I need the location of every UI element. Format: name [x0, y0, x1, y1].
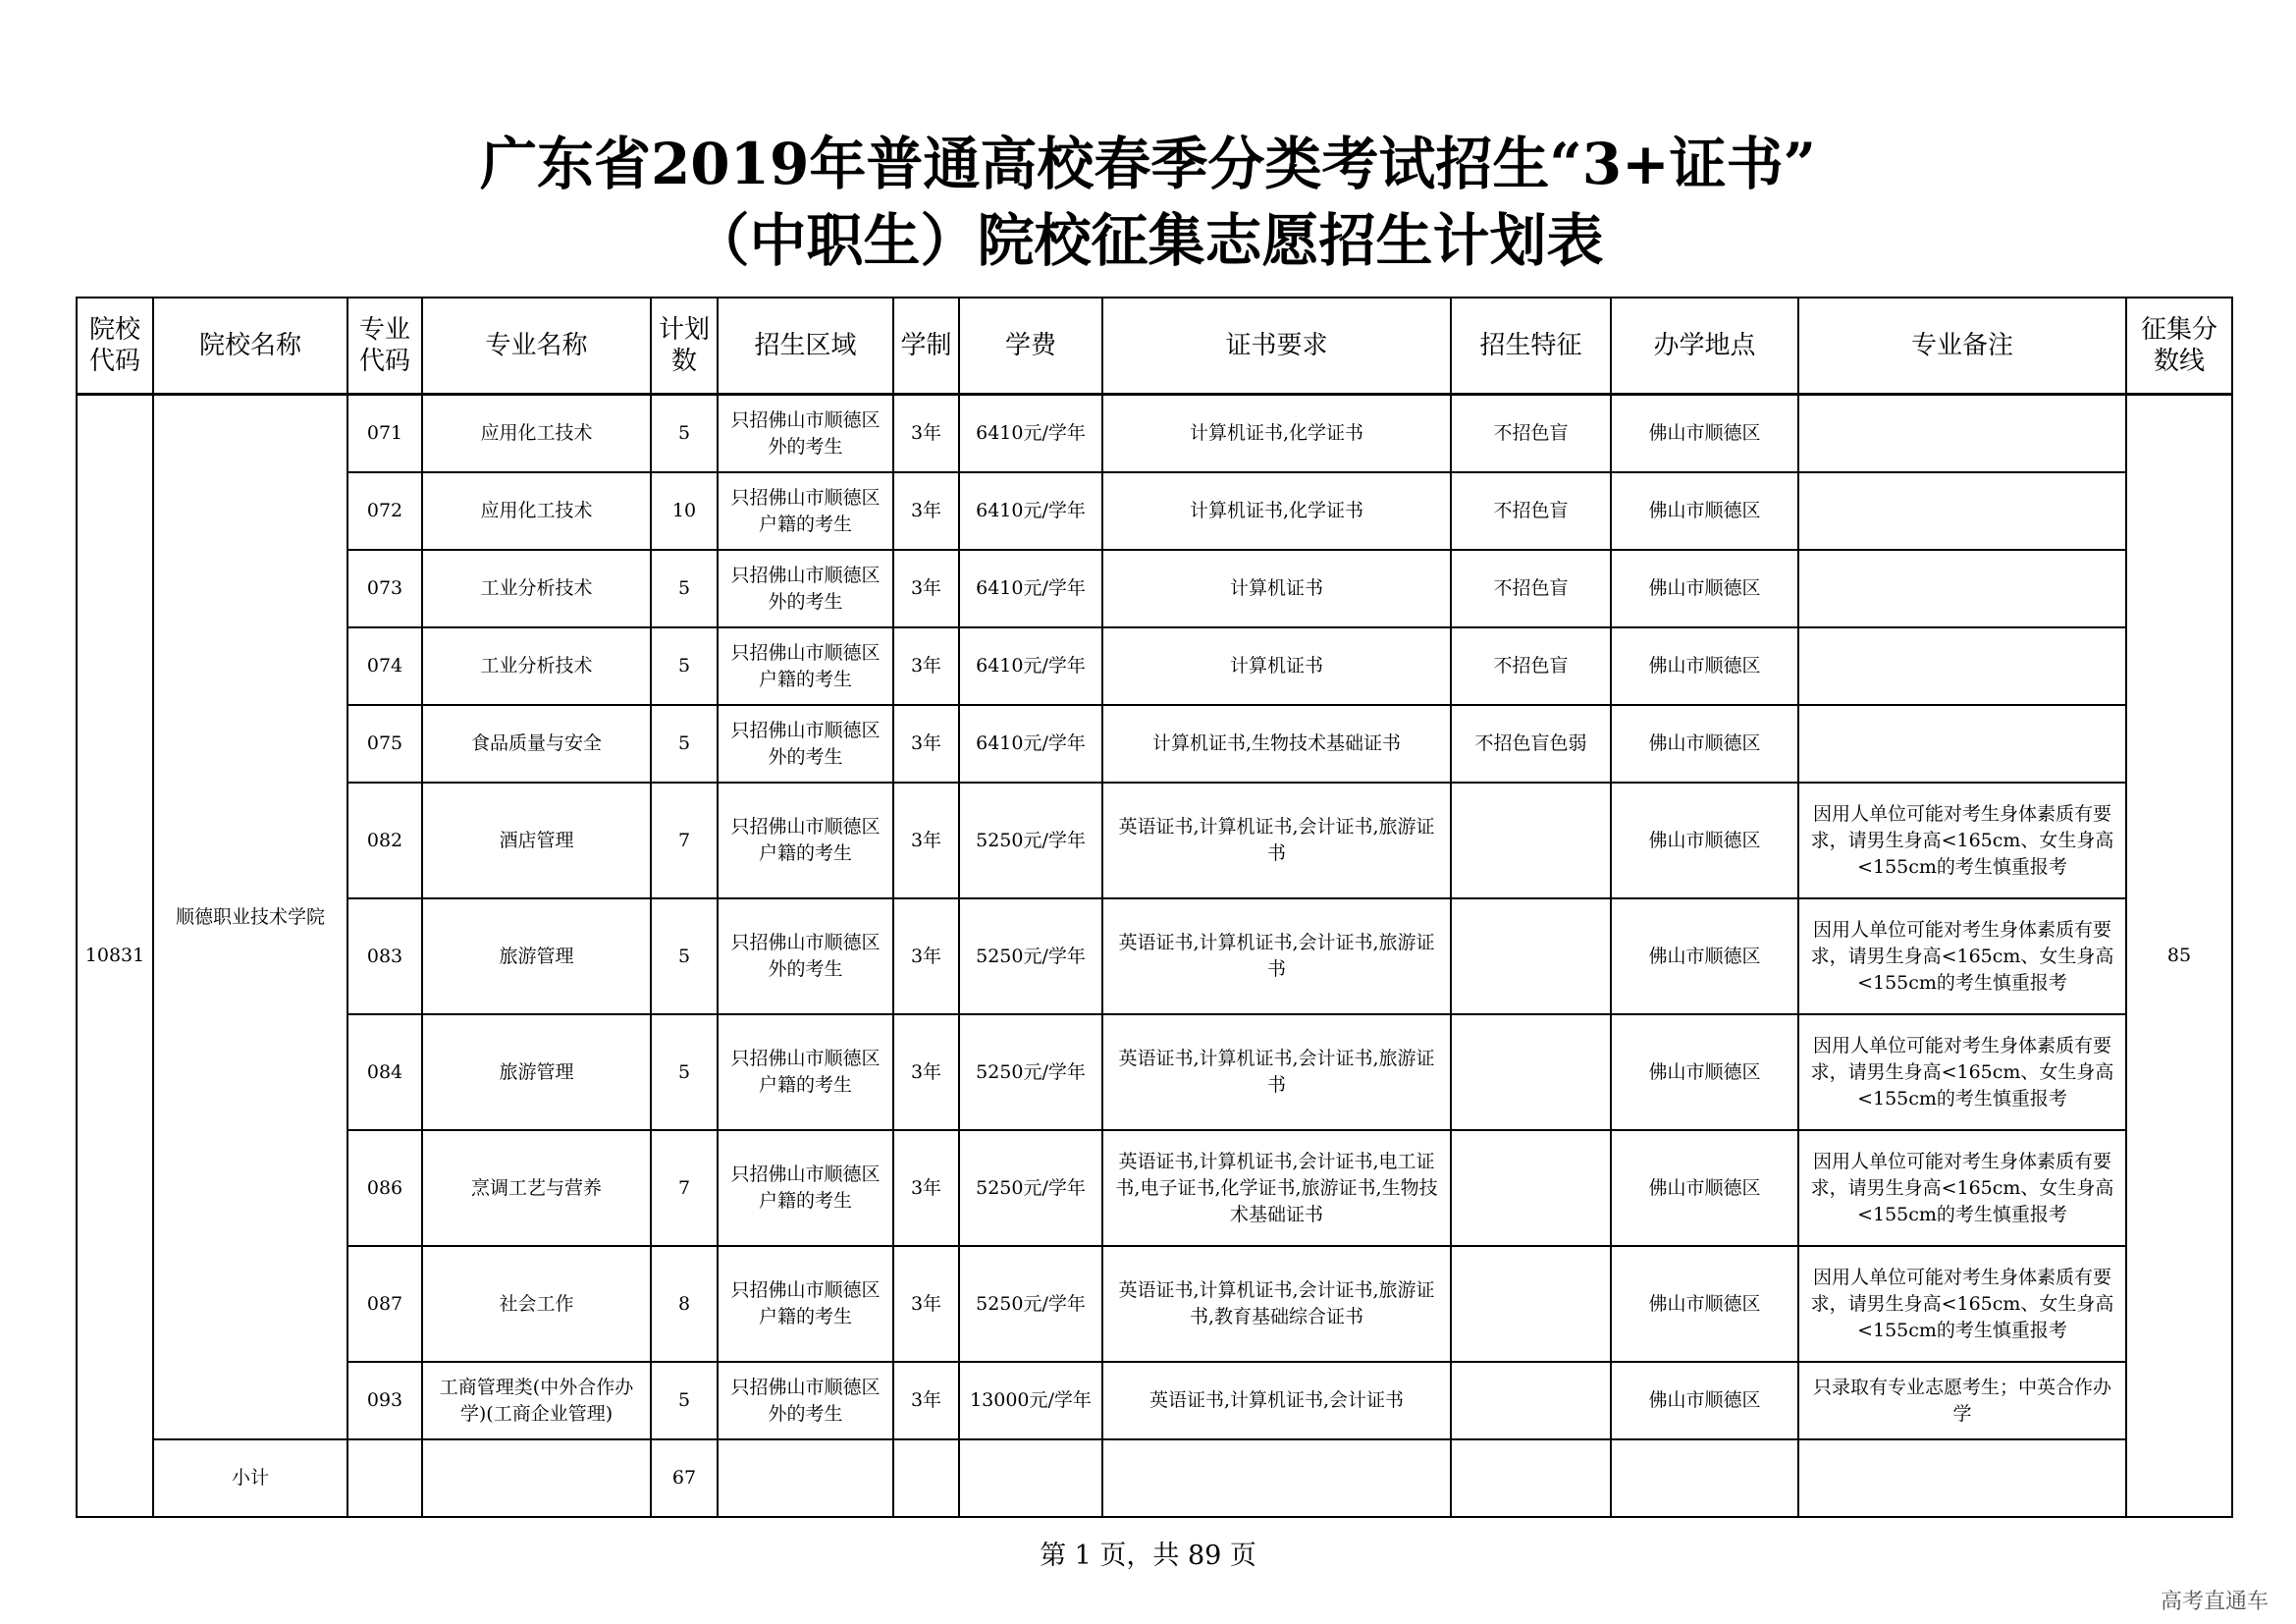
feature-cell: 不招色盲: [1451, 550, 1611, 627]
table-header-row: [77, 298, 2232, 395]
region-cell: 只招佛山市顺德区户籍的考生: [718, 1246, 893, 1362]
major-name-cell: 烹调工艺与营养: [422, 1130, 651, 1246]
plan-count-cell: 7: [651, 1130, 718, 1246]
major-name-cell: 工业分析技术: [422, 550, 651, 627]
region-cell: 只招佛山市顺德区外的考生: [718, 1362, 893, 1439]
plan-count-cell: 5: [651, 1362, 718, 1439]
duration-cell: 3年: [893, 783, 959, 898]
feature-cell: [1451, 1014, 1611, 1130]
major-name-cell: 食品质量与安全: [422, 705, 651, 783]
duration-cell: 3年: [893, 395, 959, 473]
duration-cell: 3年: [893, 472, 959, 550]
title-line-1: 广东省2019年普通高校春季分类考试招生“3+证书”: [479, 131, 1817, 197]
table-row: [77, 395, 2232, 473]
feature-cell: [1451, 898, 1611, 1014]
region-cell: 只招佛山市顺德区外的考生: [718, 550, 893, 627]
plan-count-cell: 5: [651, 550, 718, 627]
tuition-cell: 13000元/学年: [959, 1362, 1102, 1439]
duration-cell: 3年: [893, 1130, 959, 1246]
location-cell: 佛山市顺德区: [1611, 627, 1798, 705]
tuition-cell: 5250元/学年: [959, 783, 1102, 898]
tuition-cell: 5250元/学年: [959, 1014, 1102, 1130]
empty-cell: [1798, 1439, 2126, 1517]
cert-req-cell: 英语证书,计算机证书,会计证书,旅游证书: [1102, 1014, 1451, 1130]
cert-req-cell: 计算机证书,生物技术基础证书: [1102, 705, 1451, 783]
header-feature: 招生特征: [1451, 298, 1611, 395]
major-code-cell: 072: [347, 472, 422, 550]
plan-count-cell: 5: [651, 705, 718, 783]
duration-cell: 3年: [893, 898, 959, 1014]
duration-cell: 3年: [893, 705, 959, 783]
header-cert-req: 证书要求: [1102, 298, 1451, 395]
cert-req-cell: 计算机证书: [1102, 627, 1451, 705]
subtotal-label: 小计: [153, 1439, 347, 1517]
feature-cell: 不招色盲: [1451, 395, 1611, 473]
table-row: [77, 550, 2232, 627]
location-cell: 佛山市顺德区: [1611, 783, 1798, 898]
location-cell: 佛山市顺德区: [1611, 1130, 1798, 1246]
major-name-cell: 社会工作: [422, 1246, 651, 1362]
location-cell: 佛山市顺德区: [1611, 1362, 1798, 1439]
major-name-cell: 应用化工技术: [422, 472, 651, 550]
location-cell: 佛山市顺德区: [1611, 1014, 1798, 1130]
tuition-cell: 6410元/学年: [959, 395, 1102, 473]
school-code-cell: 10831: [77, 395, 153, 1518]
major-code-cell: 073: [347, 550, 422, 627]
header-plan-count: 计划数: [651, 298, 718, 395]
feature-cell: [1451, 1246, 1611, 1362]
header-major-name: 专业名称: [422, 298, 651, 395]
major-name-cell: 旅游管理: [422, 1014, 651, 1130]
region-cell: 只招佛山市顺德区外的考生: [718, 395, 893, 473]
empty-cell: [1611, 1439, 1798, 1517]
plan-count-cell: 8: [651, 1246, 718, 1362]
major-code-cell: 082: [347, 783, 422, 898]
header-duration: 学制: [893, 298, 959, 395]
enrollment-plan-table: [76, 297, 2233, 1518]
duration-cell: 3年: [893, 1362, 959, 1439]
feature-cell: 不招色盲: [1451, 472, 1611, 550]
region-cell: 只招佛山市顺德区户籍的考生: [718, 1014, 893, 1130]
tuition-cell: 6410元/学年: [959, 550, 1102, 627]
remark-cell: 因用人单位可能对考生身体素质有要求，请男生身高<165cm、女生身高<155cm的考生慎重报考: [1798, 783, 2126, 898]
major-code-cell: 083: [347, 898, 422, 1014]
remark-cell: [1798, 627, 2126, 705]
location-cell: 佛山市顺德区: [1611, 395, 1798, 473]
header-min-score: 征集分数线: [2126, 298, 2232, 395]
table-row: [77, 1362, 2232, 1439]
cert-req-cell: 英语证书,计算机证书,会计证书: [1102, 1362, 1451, 1439]
location-cell: 佛山市顺德区: [1611, 472, 1798, 550]
cert-req-cell: 英语证书,计算机证书,会计证书,旅游证书: [1102, 783, 1451, 898]
table-row: [77, 898, 2232, 1014]
major-name-cell: 工业分析技术: [422, 627, 651, 705]
empty-cell: [1451, 1439, 1611, 1517]
feature-cell: 不招色盲: [1451, 627, 1611, 705]
header-location: 办学地点: [1611, 298, 1798, 395]
major-name-cell: 酒店管理: [422, 783, 651, 898]
location-cell: 佛山市顺德区: [1611, 550, 1798, 627]
table-row: [77, 705, 2232, 783]
cert-req-cell: 英语证书,计算机证书,会计证书,旅游证书,教育基础综合证书: [1102, 1246, 1451, 1362]
region-cell: 只招佛山市顺德区外的考生: [718, 705, 893, 783]
empty-cell: [1102, 1439, 1451, 1517]
tuition-cell: 5250元/学年: [959, 898, 1102, 1014]
watermark: 高考直通车: [2160, 1590, 2269, 1614]
cert-req-cell: 英语证书,计算机证书,会计证书,电工证书,电子证书,化学证书,旅游证书,生物技术基础证书: [1102, 1130, 1451, 1246]
remark-cell: [1798, 550, 2126, 627]
major-name-cell: 应用化工技术: [422, 395, 651, 473]
duration-cell: 3年: [893, 1246, 959, 1362]
empty-cell: [347, 1439, 422, 1517]
region-cell: 只招佛山市顺德区户籍的考生: [718, 1130, 893, 1246]
major-name-cell: 旅游管理: [422, 898, 651, 1014]
region-cell: 只招佛山市顺德区外的考生: [718, 898, 893, 1014]
header-tuition: 学费: [959, 298, 1102, 395]
plan-count-cell: 10: [651, 472, 718, 550]
tuition-cell: 6410元/学年: [959, 472, 1102, 550]
remark-cell: [1798, 472, 2126, 550]
header-major-code: 专业代码: [347, 298, 422, 395]
remark-cell: [1798, 705, 2126, 783]
tuition-cell: 6410元/学年: [959, 705, 1102, 783]
empty-cell: [959, 1439, 1102, 1517]
remark-cell: 因用人单位可能对考生身体素质有要求，请男生身高<165cm、女生身高<155cm的考生慎重报考: [1798, 898, 2126, 1014]
min-score-cell: 85: [2126, 395, 2232, 1518]
duration-cell: 3年: [893, 1014, 959, 1130]
remark-cell: 只录取有专业志愿考生；中英合作办学: [1798, 1362, 2126, 1439]
major-code-cell: 075: [347, 705, 422, 783]
table-row: [77, 472, 2232, 550]
tuition-cell: 5250元/学年: [959, 1246, 1102, 1362]
table-row: [77, 1130, 2232, 1246]
remark-cell: 因用人单位可能对考生身体素质有要求，请男生身高<165cm、女生身高<155cm的考生慎重报考: [1798, 1130, 2126, 1246]
plan-count-cell: 5: [651, 627, 718, 705]
cert-req-cell: 英语证书,计算机证书,会计证书,旅游证书: [1102, 898, 1451, 1014]
tuition-cell: 6410元/学年: [959, 627, 1102, 705]
region-cell: 只招佛山市顺德区户籍的考生: [718, 472, 893, 550]
remark-cell: 因用人单位可能对考生身体素质有要求，请男生身高<165cm、女生身高<155cm的考生慎重报考: [1798, 1246, 2126, 1362]
feature-cell: 不招色盲色弱: [1451, 705, 1611, 783]
subtotal-count: 67: [651, 1439, 718, 1517]
table-row: [77, 1014, 2232, 1130]
feature-cell: [1451, 1130, 1611, 1246]
plan-count-cell: 5: [651, 898, 718, 1014]
cert-req-cell: 计算机证书,化学证书: [1102, 472, 1451, 550]
table-row: [77, 1246, 2232, 1362]
plan-count-cell: 5: [651, 1014, 718, 1130]
location-cell: 佛山市顺德区: [1611, 705, 1798, 783]
duration-cell: 3年: [893, 550, 959, 627]
subtotal-row: [77, 1439, 2232, 1517]
empty-cell: [893, 1439, 959, 1517]
major-code-cell: 086: [347, 1130, 422, 1246]
table-row: [77, 783, 2232, 898]
table-row: [77, 627, 2232, 705]
plan-count-cell: 5: [651, 395, 718, 473]
school-name-cell: 顺德职业技术学院: [153, 395, 347, 1440]
cert-req-cell: 计算机证书: [1102, 550, 1451, 627]
location-cell: 佛山市顺德区: [1611, 898, 1798, 1014]
header-region: 招生区域: [718, 298, 893, 395]
duration-cell: 3年: [893, 627, 959, 705]
major-code-cell: 087: [347, 1246, 422, 1362]
feature-cell: [1451, 783, 1611, 898]
empty-cell: [718, 1439, 893, 1517]
major-code-cell: 084: [347, 1014, 422, 1130]
major-code-cell: 093: [347, 1362, 422, 1439]
page-footer: 第 1 页，共 89 页: [1040, 1541, 1256, 1571]
header-school-name: 院校名称: [153, 298, 347, 395]
header-remark: 专业备注: [1798, 298, 2126, 395]
location-cell: 佛山市顺德区: [1611, 1246, 1798, 1362]
cert-req-cell: 计算机证书,化学证书: [1102, 395, 1451, 473]
region-cell: 只招佛山市顺德区户籍的考生: [718, 627, 893, 705]
tuition-cell: 5250元/学年: [959, 1130, 1102, 1246]
title-line-2: （中职生）院校征集志愿招生计划表: [692, 207, 1604, 274]
page-title: [0, 126, 2296, 279]
major-name-cell: 工商管理类(中外合作办学)(工商企业管理): [422, 1362, 651, 1439]
plan-count-cell: 7: [651, 783, 718, 898]
header-school-code: 院校代码: [77, 298, 153, 395]
feature-cell: [1451, 1362, 1611, 1439]
major-code-cell: 074: [347, 627, 422, 705]
remark-cell: [1798, 395, 2126, 473]
remark-cell: 因用人单位可能对考生身体素质有要求，请男生身高<165cm、女生身高<155cm的考生慎重报考: [1798, 1014, 2126, 1130]
major-code-cell: 071: [347, 395, 422, 473]
empty-cell: [422, 1439, 651, 1517]
region-cell: 只招佛山市顺德区户籍的考生: [718, 783, 893, 898]
